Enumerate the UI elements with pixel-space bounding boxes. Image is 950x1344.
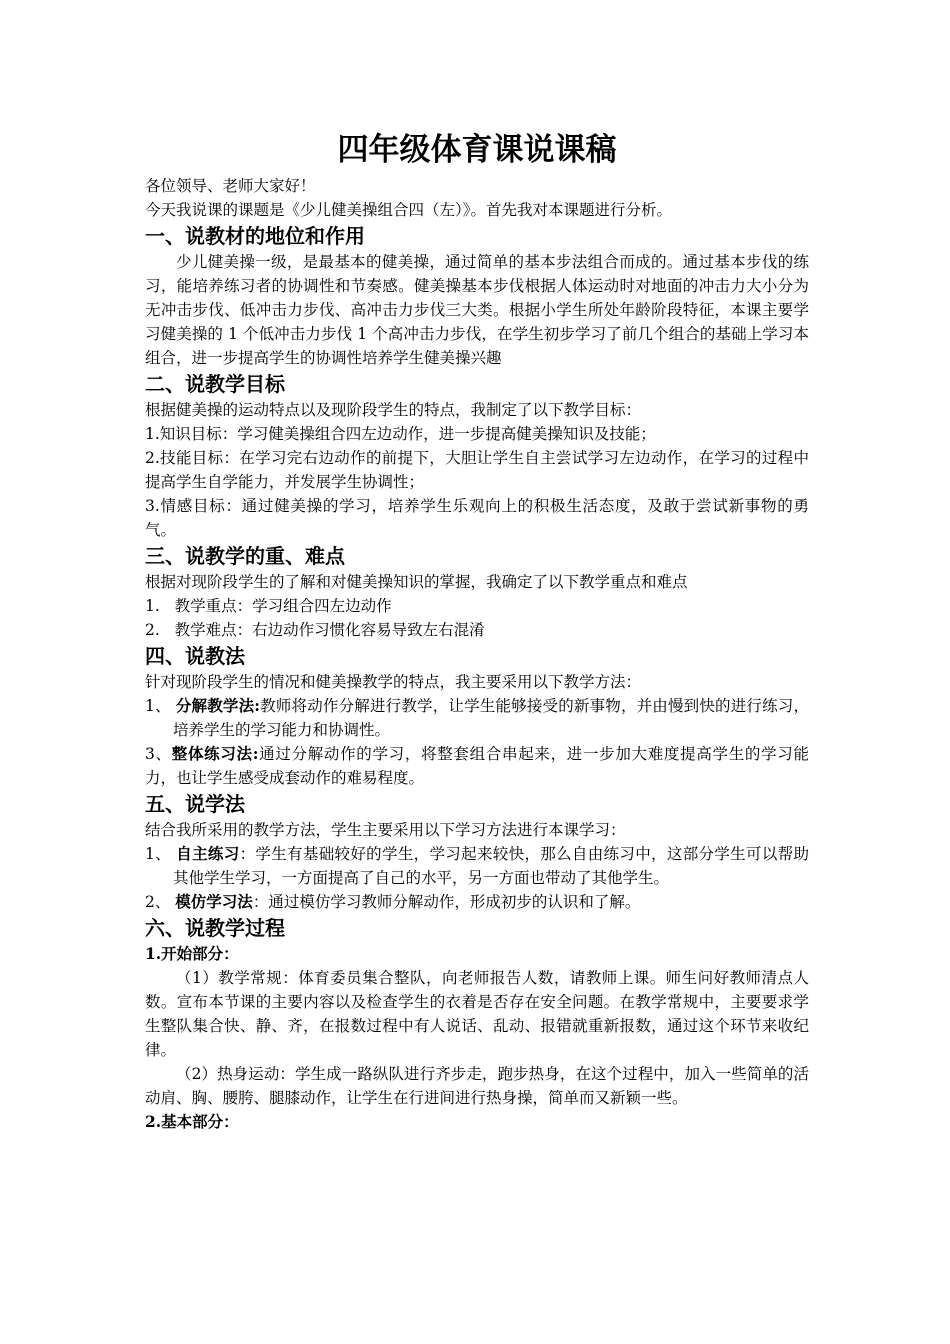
document-title: 四年级体育课说课稿 xyxy=(337,132,617,168)
section-4-heading: 四、说教法 xyxy=(145,644,245,668)
document-page xyxy=(145,128,809,1134)
section-2-heading: 二、说教学目标 xyxy=(145,372,285,396)
section-5-heading: 五、说学法 xyxy=(145,792,245,816)
learning-method-number: 2、 xyxy=(145,893,176,911)
method-text: 教师将动作分解进行教学，让学生能够接受的新事物，并由慢到快的进行练习，培养学生的学习能力和协调性。 xyxy=(173,697,809,739)
part-1-heading: 1.开始部分： xyxy=(145,944,239,963)
learning-method-number: 1、 xyxy=(145,845,177,863)
key-point-item: 2. 教学难点：右边动作习惯化容易导致左右混淆 xyxy=(145,621,485,639)
section-6-heading: 六、说教学过程 xyxy=(145,916,285,940)
method-text: 通过分解动作的学习，将整套组合串起来，进一步加大难度提高学生的学习能力，也让学生感受成套动作的难易程度。 xyxy=(145,745,809,787)
learning-method-label: 自主练习 xyxy=(176,844,240,863)
method-label: 整体练习法: xyxy=(171,744,259,763)
learning-method-text: ：通过模仿学习教师分解动作，形成初步的认识和了解。 xyxy=(252,893,641,911)
goal-item: 1.知识目标：学习健美操组合四左边动作，进一步提高健美操知识及技能； xyxy=(145,425,656,443)
process-paragraph: （1）教学常规：体育委员集合整队，向老师报告人数，请教师上课。师生问好教师清点人数。宣布本节课的主要内容以及检查学生的衣着是否存在安全问题。在教学常规中，主要要求学生整队集合快、静、齐，在报数过程中有人说话、乱动、报错就重新报数，通过这个环节来收纪律。 xyxy=(145,969,809,1059)
section-2-lead: 根据健美操的运动特点以及现阶段学生的特点，我制定了以下教学目标： xyxy=(145,401,642,419)
learning-method-label: 模仿学习法 xyxy=(175,892,253,911)
learning-method-text: ：学生有基础较好的学生，学习起来较快，那么自由练习中，这部分学生可以帮助其他学生学习，一方面提高了自己的水平，另一方面也带动了其他学生。 xyxy=(173,845,809,887)
greeting: 各位领导、老师大家好！ xyxy=(145,177,316,195)
section-3-heading: 三、说教学的重、难点 xyxy=(145,544,345,568)
goal-item: 3.情感目标：通过健美操的学习，培养学生乐观向上的积极生活态度，及敢于尝试新事物的勇气。 xyxy=(145,497,809,539)
learning-method-item xyxy=(145,842,809,890)
process-paragraph: （2）热身运动：学生成一路纵队进行齐步走，跑步热身，在这个过程中，加入一些简单的活动肩、胸、腰胯、腿膝动作，让学生在行进间进行热身操，简单而又新颖一些。 xyxy=(145,1065,809,1107)
section-5-lead: 结合我所采用的教学方法，学生主要采用以下学习方法进行本课学习： xyxy=(145,821,626,839)
goal-item: 2.技能目标：在学习完右边动作的前提下，大胆让学生自主尝试学习左边动作，在学习的过程中提高学生自学能力，并发展学生协调性； xyxy=(145,449,809,491)
section-1-heading: 一、说教材的地位和作用 xyxy=(145,224,365,248)
method-label: 分解教学法: xyxy=(175,696,260,715)
method-number: 1、 xyxy=(145,697,176,715)
method-number: 3、 xyxy=(145,745,172,763)
learning-method-item xyxy=(145,890,809,914)
section-3-lead: 根据对现阶段学生的了解和对健美操知识的掌握，我确定了以下教学重点和难点 xyxy=(145,573,688,591)
part-2-heading: 2.基本部分： xyxy=(145,1112,239,1131)
method-item xyxy=(145,742,809,790)
key-point-item: 1. 教学重点：学习组合四左边动作 xyxy=(145,597,392,615)
section-4-lead: 针对现阶段学生的情况和健美操教学的特点，我主要采用以下教学方法： xyxy=(145,673,642,691)
section-1-body: 少儿健美操一级，是最基本的健美操，通过简单的基本步法组合而成的。通过基本步伐的练习，能培养练习者的协调性和节奏感。健美操基本步伐根据人体运动时对地面的冲击力大小分为无冲击步伐、低冲击力步伐、高冲击力步伐三大类。根据小学生所处年龄阶段特征，本课主要学习健美操的 1 个低冲击力步伐 1 个高冲击力步伐，在学生初步学习了前几个组合的基础上学习本组合，进一步提高学生的协调性培养学生健美操兴趣 xyxy=(145,253,809,367)
method-item xyxy=(145,694,809,742)
intro-paragraph: 今天我说课的课题是《少儿健美操组合四（左）》。首先我对本课题进行分析。 xyxy=(145,201,673,219)
